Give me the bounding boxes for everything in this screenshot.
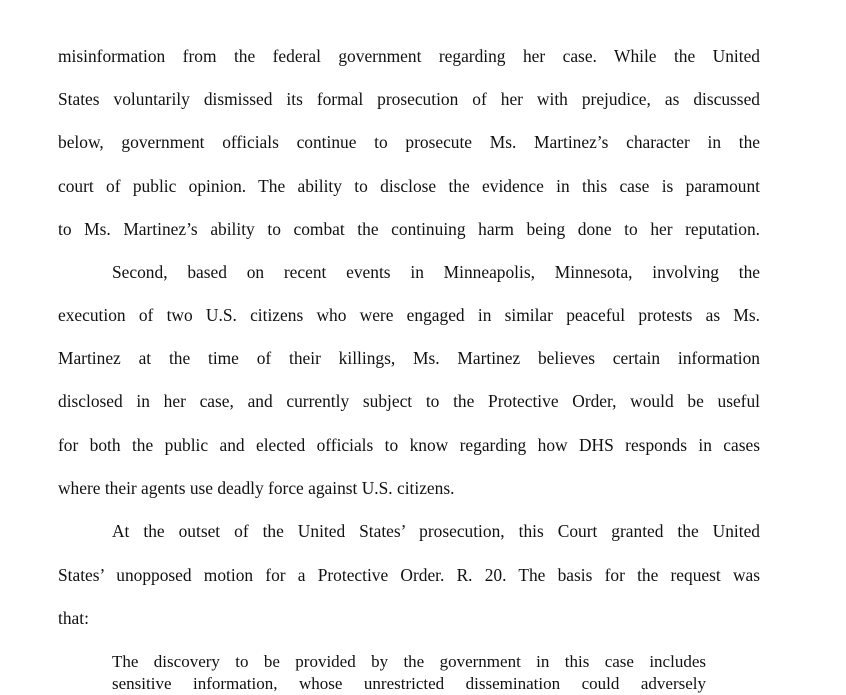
paragraph-line: for both the public and elected officials to know regarding how DHS responds in cases xyxy=(58,435,760,455)
paragraph-line: States’ unopposed motion for a Protective Order. R. 20. The basis for the request was xyxy=(58,565,760,585)
block-quote-line: The discovery to be provided by the government in this case includes xyxy=(112,652,706,671)
paragraph-line: where their agents use deadly force against U.S. citizens. xyxy=(58,478,455,498)
paragraph-line: Second, based on recent events in Minneapolis, Minnesota, involving the xyxy=(112,262,760,282)
paragraph-line: misinformation from the federal government regarding her case. While the United xyxy=(58,46,760,66)
paragraph-line: disclosed in her case, and currently subject to the Protective Order, would be useful xyxy=(58,391,760,411)
paragraph-line: Martinez at the time of their killings, Ms. Martinez believes certain information xyxy=(58,348,760,368)
paragraph-line: that: xyxy=(58,608,89,628)
paragraph-line: execution of two U.S. citizens who were engaged in similar peaceful protests as Ms. xyxy=(58,305,760,325)
block-quote-line: sensitive information, whose unrestricted dissemination could adversely xyxy=(112,674,706,693)
paragraph-line: below, government officials continue to prosecute Ms. Martinez’s character in the xyxy=(58,132,760,152)
paragraph-line: At the outset of the United States’ prosecution, this Court granted the United xyxy=(112,521,760,541)
paragraph-line: States voluntarily dismissed its formal prosecution of her with prejudice, as discussed xyxy=(58,89,760,109)
paragraph-line: court of public opinion. The ability to disclose the evidence in this case is paramount xyxy=(58,176,760,196)
paragraph-line: to Ms. Martinez’s ability to combat the continuing harm being done to her reputation. xyxy=(58,219,760,239)
